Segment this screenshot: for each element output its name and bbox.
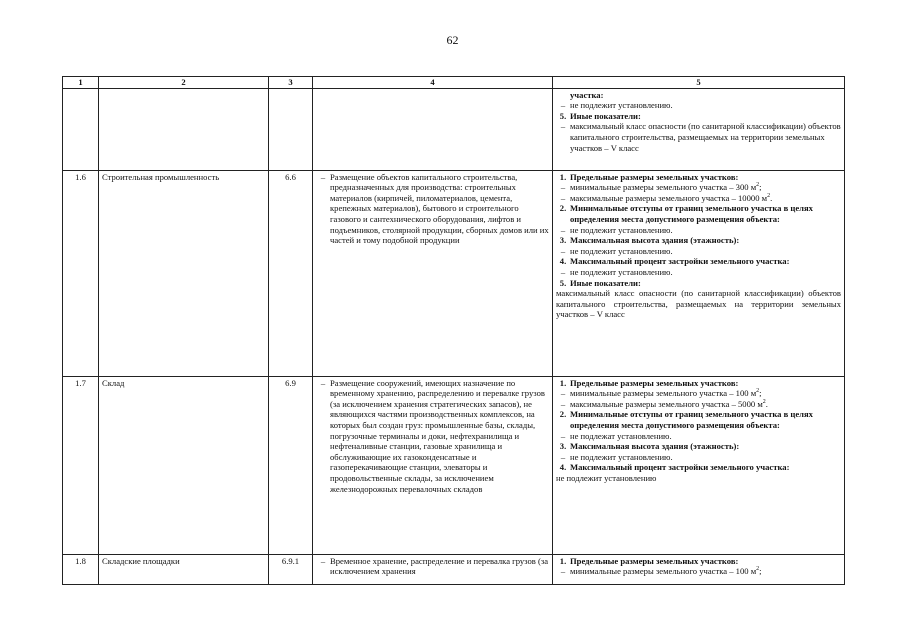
parameter-text: не подлежит установлению. [570, 451, 673, 462]
parameter-text: минимальные размеры земельного участка – 300 м [570, 182, 757, 193]
number-marker: 5. [559, 277, 567, 288]
number-marker: 3. [559, 441, 567, 452]
number-marker: 2. [559, 203, 567, 214]
parameter-heading [556, 90, 841, 101]
dash-marker: – [560, 121, 566, 132]
parameter-text: Максимальная высота здания (этажность): [570, 441, 740, 452]
parameter-heading [556, 409, 841, 430]
number-marker: 2. [559, 409, 567, 420]
parameter-text: максимальные размеры земельного участка – 5000 м [570, 398, 763, 409]
parameter-text: минимальные размеры земельного участка – 100 м [570, 388, 757, 399]
description-text: Размещение объектов капитального строительства, предназначенных для производства: строительных материалов (кирпичей, пиломатериалов, цемента, крепежных материалов), бытового и строительного газового и сантехнического оборудования, лифтов и подъемников, столярной продукции, сборных домов или их частей и тому подобной продукции [330, 171, 549, 246]
number-marker: 4. [559, 462, 567, 473]
parameter-item [556, 121, 841, 153]
table-row [63, 88, 845, 170]
parameter-item [556, 225, 841, 236]
use-name-cell: Склад [99, 376, 269, 554]
dash-marker: – [560, 192, 566, 203]
parameter-heading [556, 172, 841, 183]
parameter-item [556, 399, 841, 410]
parameter-text: Предельные размеры земельных участков: [570, 377, 739, 388]
parameter-text: Предельные размеры земельных участков: [570, 171, 739, 182]
parameter-text: Максимальная высота здания (этажность): [570, 235, 740, 246]
parameter-item [556, 566, 841, 577]
use-code-cell [269, 88, 313, 170]
description-text: Размещение сооружений, имеющих назначение по временному хранению, распределению и перевалке грузов (за исключением хранения стратегических запасов), не являющихся частями производственных комплексов, на которых был создан груз: промышленные базы, склады, погрузочные терминалы и доки, нефтехранилища и нефтеналивные станции, газовые хранилища и обслуживающие их газоконденсатные и газоперекачивающие станции, элеваторы и продовольственные склады, за исключением железнодорожных перевалочных складов [330, 377, 545, 494]
header-col-1: 1 [63, 77, 99, 89]
dash-marker: – [560, 388, 566, 399]
description-item [316, 556, 549, 577]
parameters-cell [553, 376, 845, 554]
number-marker: 4. [559, 256, 567, 267]
parameter-heading [556, 203, 841, 224]
parameter-heading [556, 111, 841, 122]
row-number-cell: 1.7 [63, 376, 99, 554]
parameter-heading [556, 278, 841, 289]
header-col-3: 3 [269, 77, 313, 89]
page-number: 62 [446, 33, 459, 47]
parameter-text: Максимальный процент застройки земельного участка: [570, 462, 790, 473]
table-row [63, 554, 845, 584]
parameter-text: Предельные размеры земельных участков: [570, 555, 739, 566]
number-marker: 1. [559, 171, 567, 182]
unit-superscript: 2 [756, 182, 760, 189]
parameter-text: не подлежат установлению. [570, 430, 672, 441]
parameter-heading [556, 256, 841, 267]
dash-marker: – [320, 377, 326, 388]
use-code-cell: 6.9.1 [269, 554, 313, 584]
punctuation: ; [759, 182, 762, 193]
parameters-cell [553, 88, 845, 170]
parameter-item: максимальный класс опасности (по санитарной классификации) объектов капитального строительства, размещаемых на территории земельных участков – V класс [556, 288, 841, 320]
regulations-table [62, 76, 845, 585]
table-row [63, 376, 845, 554]
number-marker [556, 90, 570, 101]
parameter-text: не подлежит установлению. [570, 266, 673, 277]
parameter-item [556, 100, 841, 111]
parameter-item [556, 246, 841, 257]
parameter-text: Максимальный процент застройки земельного участка: [570, 256, 790, 267]
punctuation: . [765, 398, 768, 409]
number-marker: 1. [559, 555, 567, 566]
parameter-text: Минимальные отступы от границ земельного участка в целях определения места допустимого размещения объекта: [570, 409, 813, 430]
punctuation: ; [759, 388, 762, 399]
table-header-row [63, 77, 845, 89]
parameter-text: не подлежит установлению. [570, 245, 673, 256]
row-number-cell: 1.6 [63, 170, 99, 376]
parameters-cell [553, 554, 845, 584]
number-marker: 5. [559, 110, 567, 121]
parameter-item [556, 193, 841, 204]
parameter-item [556, 452, 841, 463]
table-row [63, 170, 845, 376]
unit-superscript: 2 [762, 398, 766, 405]
use-name-cell [99, 88, 269, 170]
dash-marker: – [320, 171, 326, 182]
dash-marker: – [560, 245, 566, 256]
use-description-cell [313, 376, 553, 554]
description-item [316, 378, 549, 495]
use-description-cell [313, 170, 553, 376]
parameter-text: не подлежит установлению. [570, 100, 673, 111]
row-number-cell: 1.8 [63, 554, 99, 584]
unit-superscript: 2 [756, 388, 760, 395]
dash-marker: – [560, 224, 566, 235]
use-name-cell: Складские площадки [99, 554, 269, 584]
dash-marker: – [560, 430, 566, 441]
parameter-text: минимальные размеры земельного участка – 100 м [570, 566, 757, 577]
dash-marker: – [560, 398, 566, 409]
parameter-item: не подлежит установлению [556, 472, 657, 483]
use-code-cell: 6.9 [269, 376, 313, 554]
description-text: Временное хранение, распределение и перевалка грузов (за исключением хранения [330, 555, 549, 577]
parameter-heading [556, 556, 841, 567]
description-item [316, 172, 549, 246]
dash-marker: – [560, 566, 566, 577]
row-number-cell [63, 88, 99, 170]
parameter-item [556, 182, 841, 193]
use-code-cell: 6.6 [269, 170, 313, 376]
table-body [63, 88, 845, 584]
parameter-item [556, 388, 841, 399]
parameter-text: Иные показатели: [570, 277, 641, 288]
header-col-2: 2 [99, 77, 269, 89]
punctuation: . [770, 192, 773, 203]
parameter-item [556, 431, 841, 442]
unit-superscript: 2 [767, 192, 771, 199]
parameter-text: Минимальные отступы от границ земельного участка в целях определения места допустимого размещения объекта: [570, 203, 813, 224]
dash-marker: – [560, 266, 566, 277]
header-col-4: 4 [313, 77, 553, 89]
dash-marker: – [560, 451, 566, 462]
dash-marker: – [560, 100, 566, 111]
use-description-cell [313, 88, 553, 170]
number-marker: 1. [559, 377, 567, 388]
use-description-cell [313, 554, 553, 584]
parameter-item [556, 267, 841, 278]
dash-marker: – [320, 555, 326, 566]
punctuation: ; [759, 566, 762, 577]
use-name-cell: Строительная промышленность [99, 170, 269, 376]
parameter-text: максимальный класс опасности (по санитарной классификации) объектов капитального строительства, размещаемых на территории земельных участков – V класс [570, 121, 841, 153]
parameters-cell [553, 170, 845, 376]
dash-marker: – [560, 182, 566, 193]
parameter-text: участка: [570, 89, 604, 100]
parameter-text: максимальные размеры земельного участка – 10000 м [570, 192, 768, 203]
parameter-heading [556, 462, 841, 473]
unit-superscript: 2 [756, 566, 760, 573]
parameter-text: Иные показатели: [570, 110, 641, 121]
parameter-heading [556, 441, 841, 452]
number-marker: 3. [559, 235, 567, 246]
parameter-heading [556, 378, 841, 389]
parameter-heading [556, 235, 841, 246]
header-col-5: 5 [553, 77, 845, 89]
parameter-text: не подлежит установлению. [570, 224, 673, 235]
